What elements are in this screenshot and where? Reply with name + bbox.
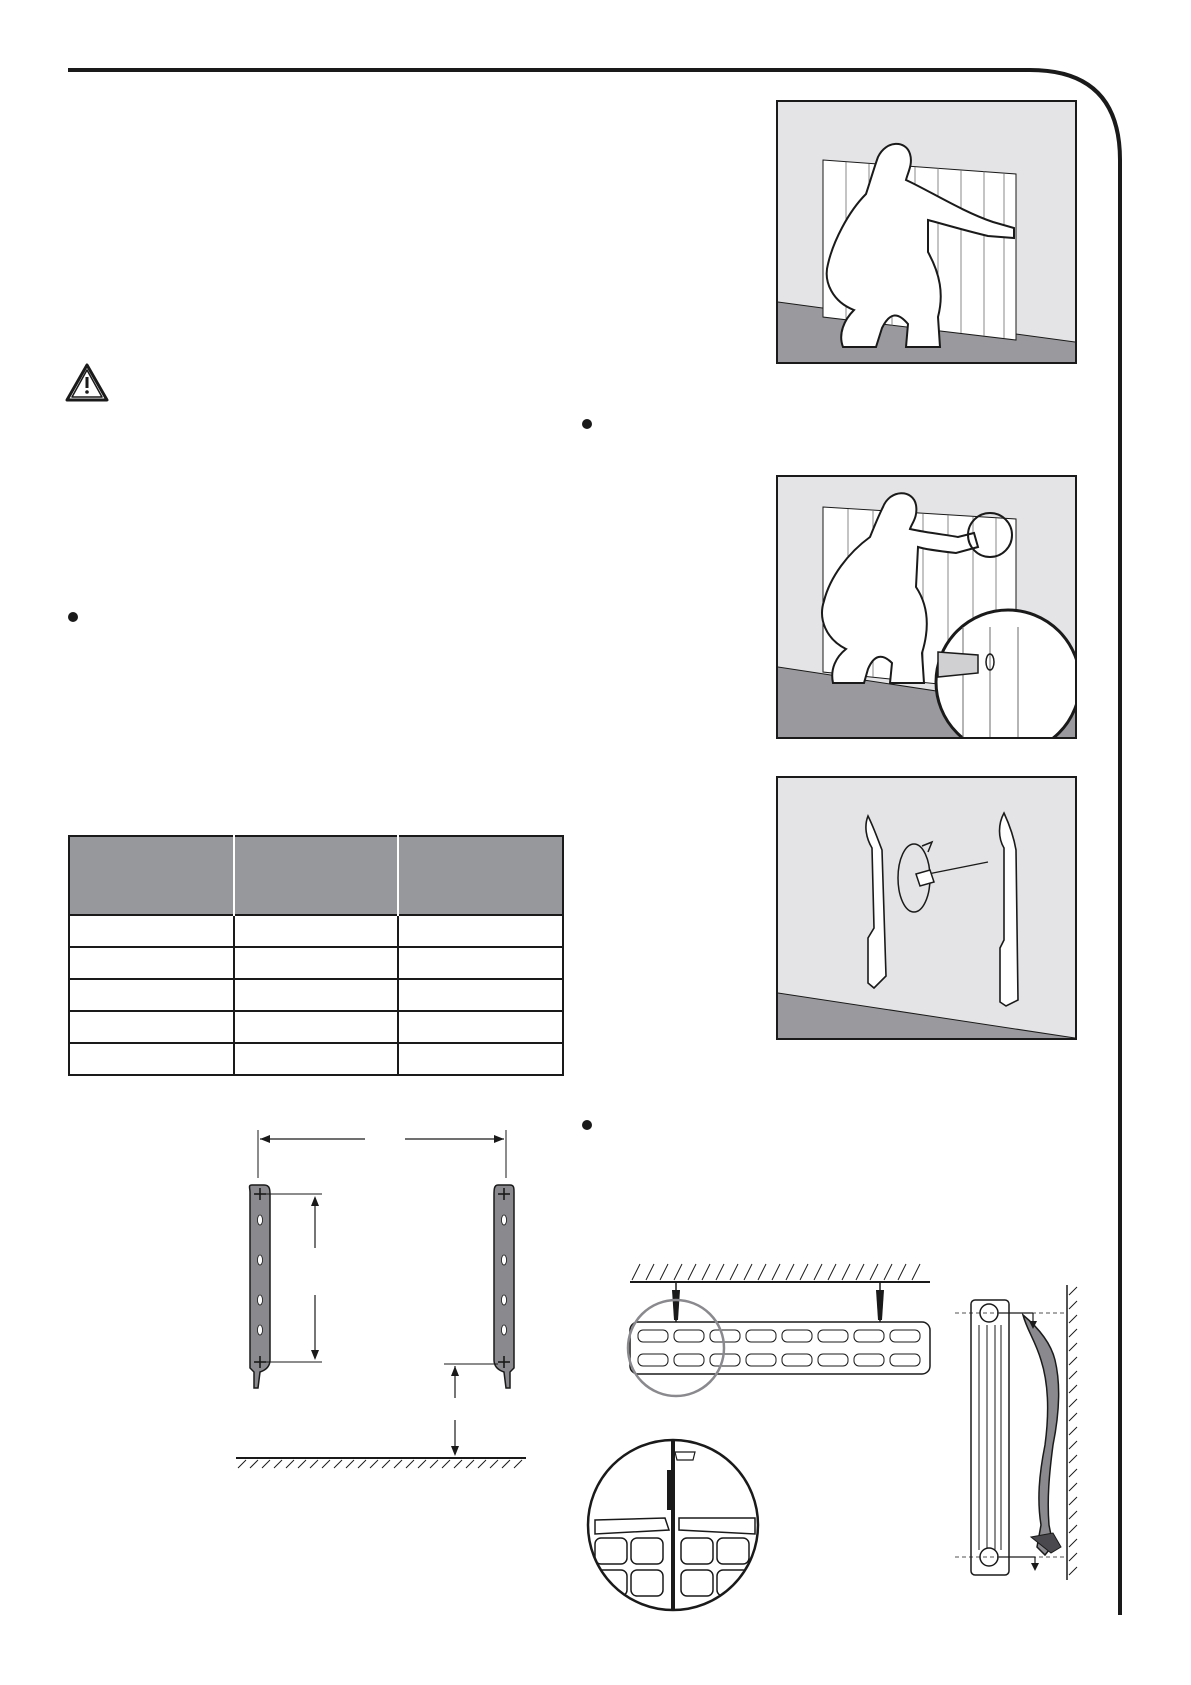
table-row <box>69 1043 563 1075</box>
table-cell <box>234 979 399 1011</box>
table-cell <box>69 1043 234 1075</box>
table-cell <box>69 979 234 1011</box>
table-cell <box>234 915 399 947</box>
spec-table <box>68 835 564 1076</box>
radiator-side-hook-diagram <box>955 1285 1080 1585</box>
table-cell <box>234 1011 399 1043</box>
table-header-cell <box>69 836 234 915</box>
radiator-detail-circle-diagram <box>585 1430 765 1620</box>
table-header-cell <box>398 836 563 915</box>
table-cell <box>234 947 399 979</box>
radiator-top-view-diagram <box>620 1260 940 1420</box>
table-row <box>69 915 563 947</box>
person-positioning-radiator-illustration <box>776 100 1077 364</box>
table-cell <box>398 979 563 1011</box>
table-row <box>69 947 563 979</box>
table-cell <box>398 915 563 947</box>
bullet-icon <box>582 1120 592 1130</box>
warning-triangle-icon <box>64 362 110 404</box>
table-cell <box>398 1011 563 1043</box>
table-header-cell <box>234 836 399 915</box>
table-row <box>69 979 563 1011</box>
person-drilling-wall-illustration <box>776 475 1077 739</box>
table-cell <box>234 1043 399 1075</box>
table-header-row <box>69 836 563 915</box>
table-row <box>69 1011 563 1043</box>
table-cell <box>398 1043 563 1075</box>
bracket-screwing-illustration <box>776 776 1077 1040</box>
table-cell <box>69 915 234 947</box>
bracket-dimensions-diagram <box>230 1120 540 1480</box>
table-cell <box>69 1011 234 1043</box>
bullet-icon <box>68 612 78 622</box>
table-cell <box>398 947 563 979</box>
bullet-icon <box>582 419 592 429</box>
table-cell <box>69 947 234 979</box>
